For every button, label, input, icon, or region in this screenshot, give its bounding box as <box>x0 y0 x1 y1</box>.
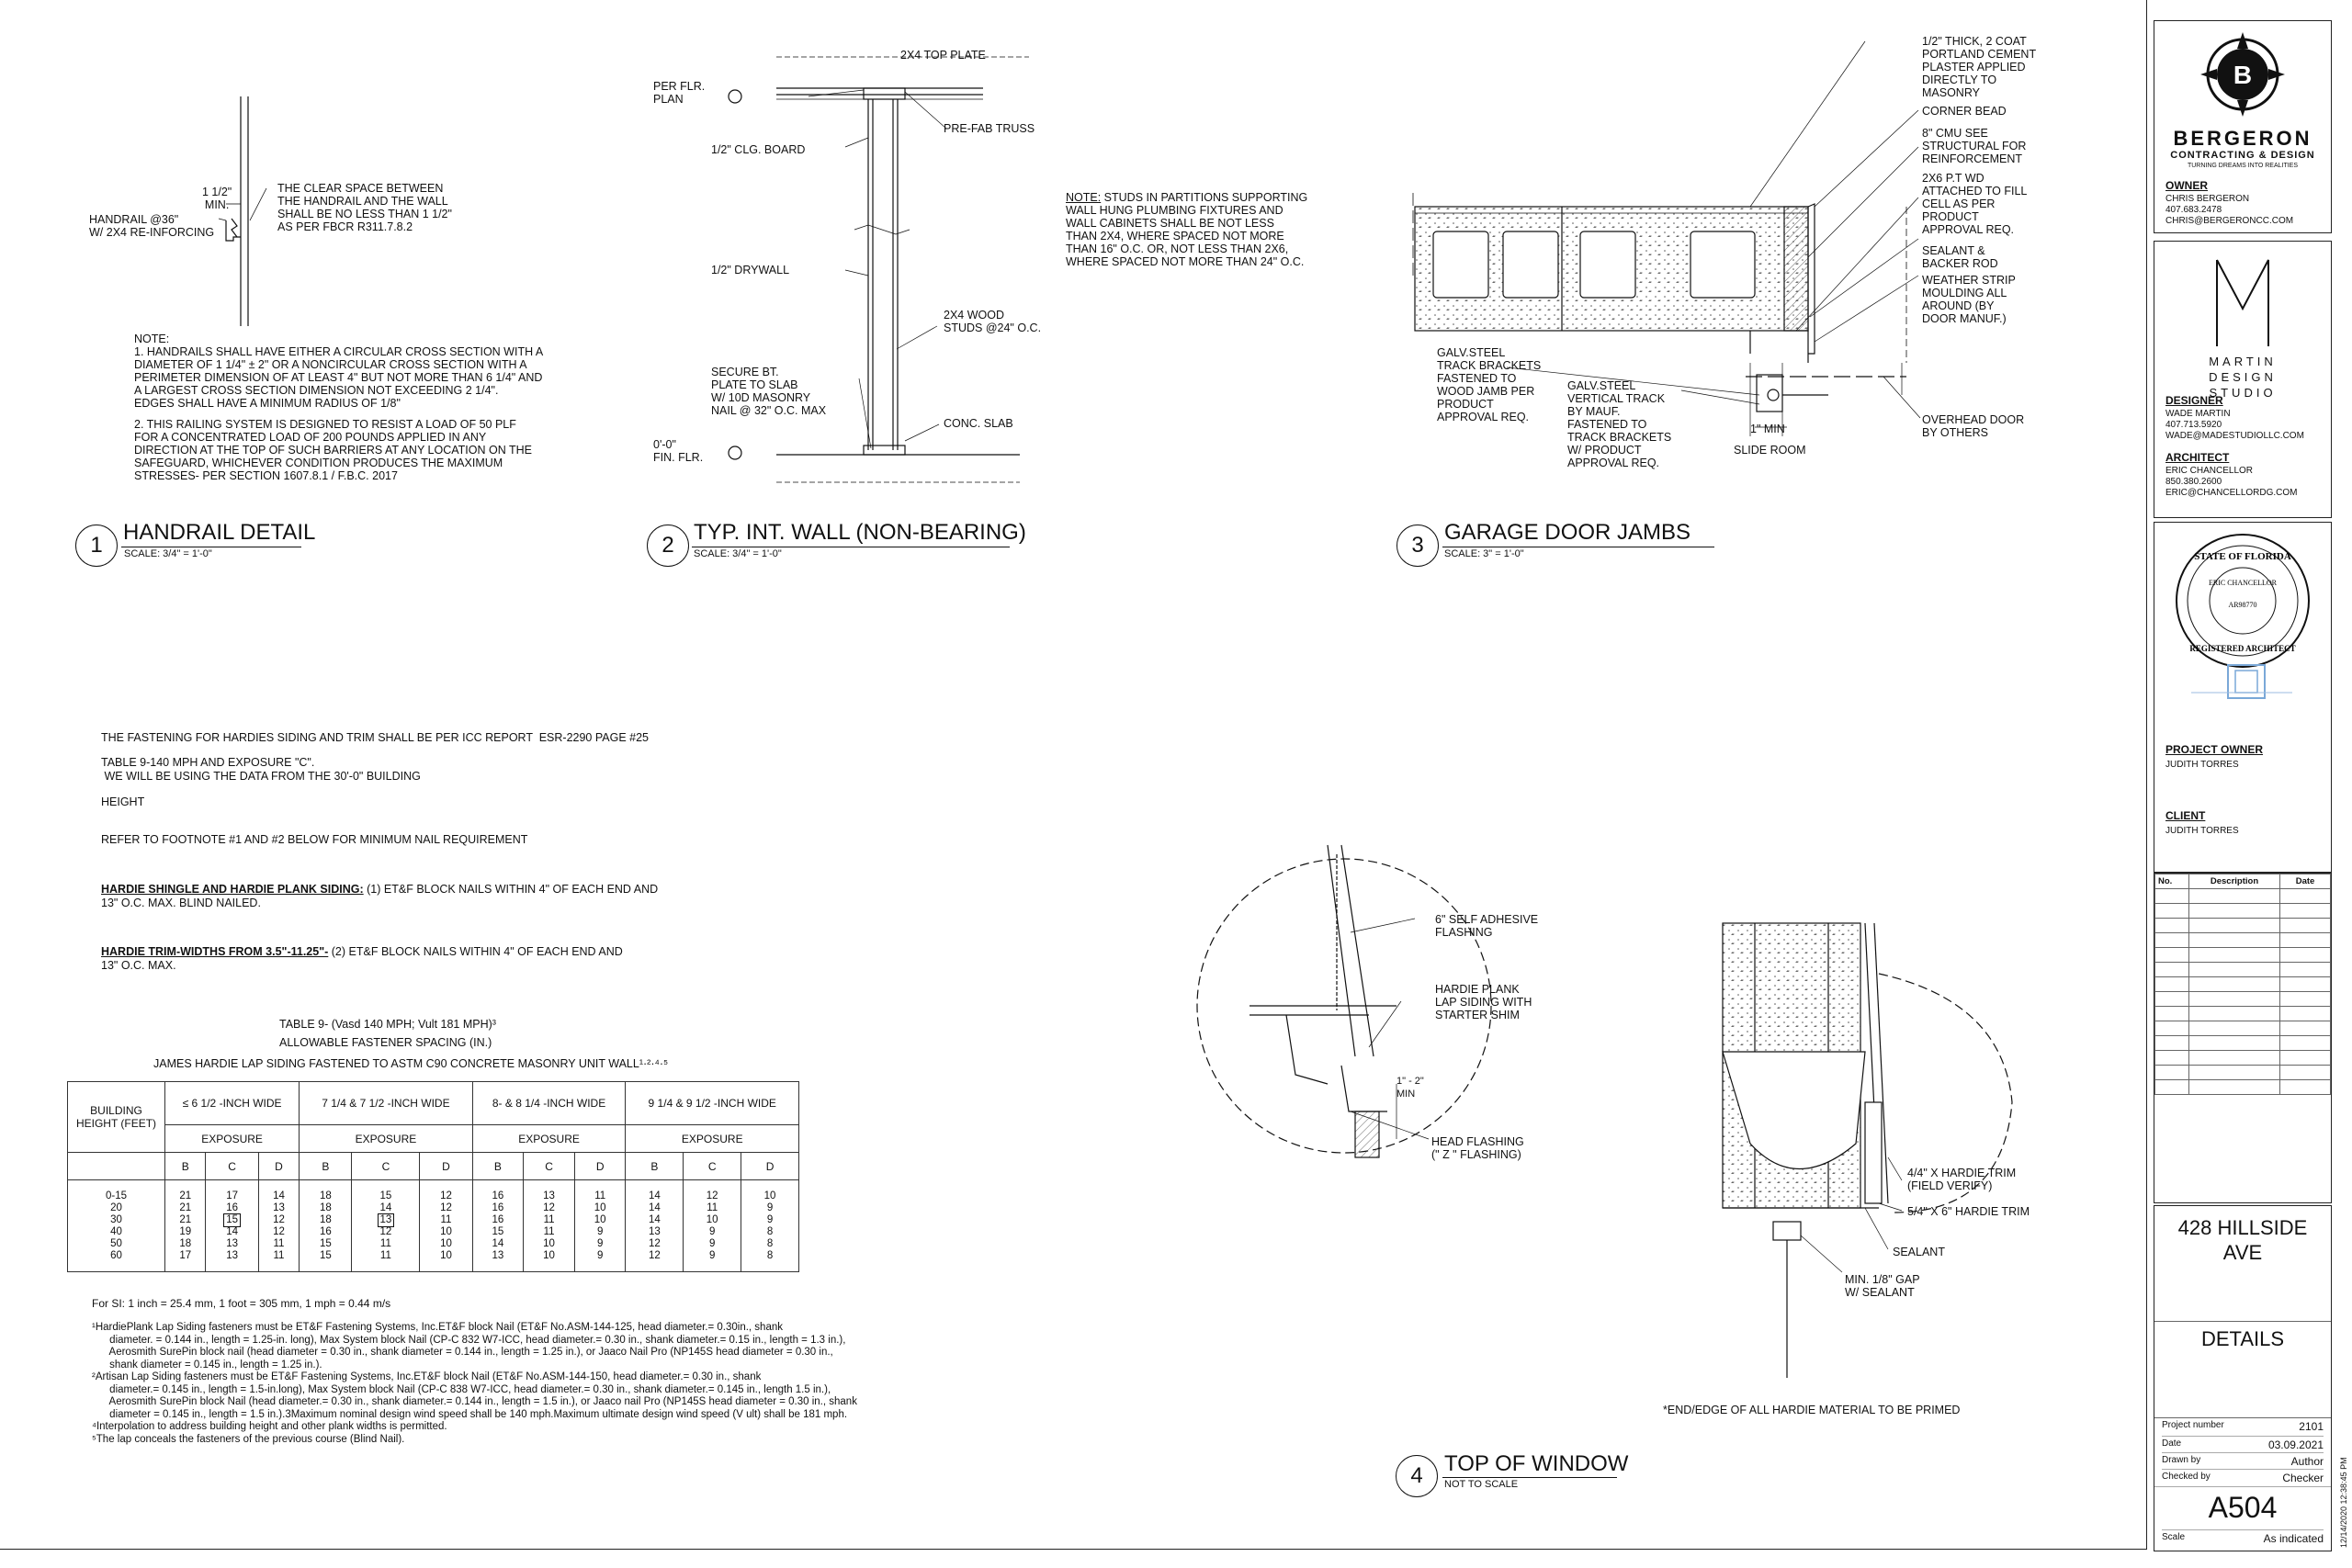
project-number-value: 2101 <box>2299 1420 2324 1433</box>
client-heading: CLIENT <box>2165 809 2206 822</box>
rev-cell <box>2155 919 2189 933</box>
value-column <box>684 1180 741 1272</box>
rev-cell <box>2155 904 2189 919</box>
garage-slide-room: SLIDE ROOM <box>1734 444 1806 457</box>
owner-heading: OWNER <box>2165 179 2208 192</box>
project-number-row <box>2162 1420 2324 1433</box>
spacing-value: 16 <box>319 1225 332 1237</box>
seal-block <box>2154 522 2332 873</box>
compass-logo-icon <box>2154 30 2331 122</box>
bergeron-letter: B <box>2233 61 2253 89</box>
rev-cell <box>2280 948 2331 963</box>
rev-cell <box>2189 977 2280 992</box>
shingle-text: (1) ET&F BLOCK NAILS WITHIN 4" OF EACH END AND 13" O.C. MAX. BLIND NAILED. <box>101 883 659 909</box>
handrail-rail-label: HANDRAIL @36" W/ 2X4 RE-INFORCING <box>89 213 215 239</box>
col-height-text: BUILDING HEIGHT (FEET) <box>75 1104 157 1130</box>
sub-col: C <box>352 1153 420 1180</box>
rev-cell <box>2189 1036 2280 1051</box>
spacing-value: 15 <box>379 1190 392 1201</box>
detail-number-2: 2 <box>647 525 689 567</box>
garage-sealant: SEALANT & BACKER ROD <box>1922 244 1998 270</box>
revision-block <box>2154 873 2332 1203</box>
spacing-value: 9 <box>596 1237 604 1249</box>
spacing-value: 11 <box>379 1249 391 1261</box>
scale-row <box>2162 1529 2324 1545</box>
height-value: 30 <box>110 1213 122 1225</box>
wall-note <box>1066 191 1307 268</box>
spacing-value: 9 <box>766 1213 774 1225</box>
spacing-value: 12 <box>273 1225 285 1237</box>
spacing-value: 14 <box>379 1201 392 1213</box>
scale-label: Scale <box>2162 1532 2186 1542</box>
spacing-value: 14 <box>648 1213 661 1225</box>
contractor-block <box>2154 20 2332 233</box>
rev-cell <box>2280 904 2331 919</box>
rev-cell <box>2280 992 2331 1007</box>
garage-ptwd: 2X6 P.T WD ATTACHED TO FILL CELL AS PER PRODUCT APPROVAL REQ. <box>1922 172 2028 236</box>
project-address: 428 HILLSIDE AVE <box>2177 1216 2308 1264</box>
spacing-value: 21 <box>179 1190 192 1201</box>
rev-cell <box>2189 933 2280 948</box>
spacing-value: 11 <box>273 1237 285 1249</box>
rev-col-date: Date <box>2280 874 2331 889</box>
sheet-info-block <box>2154 1205 2332 1551</box>
rev-cell <box>2280 963 2331 977</box>
table-title-1: TABLE 9- (Vasd 140 MPH; Vult 181 MPH)³ <box>279 1018 496 1031</box>
value-column <box>165 1180 206 1272</box>
exposure-header: EXPOSURE <box>626 1125 799 1153</box>
spacing-value: 8 <box>766 1237 774 1249</box>
trim-head: HARDIE TRIM-WIDTHS FROM 3.5"-11.25"- <box>101 945 329 958</box>
sub-col: D <box>420 1153 472 1180</box>
rev-cell <box>2155 977 2189 992</box>
wall-studs: 2X4 WOOD STUDS @24" O.C. <box>944 309 1042 334</box>
spacing-value: 21 <box>179 1213 192 1225</box>
exposure-header: EXPOSURE <box>300 1125 472 1153</box>
height-value: 40 <box>110 1225 122 1237</box>
revision-table <box>2154 874 2331 1095</box>
spacing-value: 12 <box>648 1249 661 1261</box>
spacing-value: 13 <box>226 1249 238 1261</box>
detail-title-text-3: GARAGE DOOR JAMBS <box>1444 520 1691 545</box>
si-conversion: For SI: 1 inch = 25.4 mm, 1 foot = 305 mm, 1 mph = 0.44 m/s <box>92 1297 391 1310</box>
col-width-4: 9 1/4 & 9 1/2 -INCH WIDE <box>626 1082 799 1125</box>
rev-cell <box>2280 1051 2331 1066</box>
spacing-value: 10 <box>440 1237 452 1249</box>
height-value: 60 <box>110 1249 122 1261</box>
spacing-value: 18 <box>319 1201 332 1213</box>
rev-cell <box>2280 1007 2331 1021</box>
spacing-value: 9 <box>708 1249 716 1261</box>
handrail-clear-space: THE CLEAR SPACE BETWEEN THE HANDRAIL AND THE WALL SHALL BE NO LESS THAN 1 1/2" AS PER FBCR R311.7.8.2 <box>277 182 452 233</box>
project-number-label: Project number <box>2162 1420 2224 1430</box>
rev-cell <box>2189 1051 2280 1066</box>
sub-col: D <box>574 1153 626 1180</box>
seal-top-text: STATE OF FLORIDA <box>2194 551 2291 562</box>
garage-track-brackets: GALV.STEEL TRACK BRACKETS FASTENED TO WOOD JAMB PER PRODUCT APPROVAL REQ. <box>1437 346 1542 423</box>
rev-cell <box>2155 1051 2189 1066</box>
value-column <box>258 1180 299 1272</box>
drawn-value: Author <box>2290 1455 2324 1468</box>
rev-col-no: No. <box>2155 874 2189 889</box>
value-column <box>420 1180 472 1272</box>
window-trim-2: 5/4" X 6" HARDIE TRIM <box>1907 1205 2030 1218</box>
value-column <box>472 1180 524 1272</box>
sheet-name: DETAILS <box>2200 1327 2285 1350</box>
spacing-value: 8 <box>766 1249 774 1261</box>
sub-col: C <box>524 1153 575 1180</box>
detail-title-rule-4 <box>1442 1477 1617 1478</box>
spacing-value: 12 <box>543 1201 555 1213</box>
sheet-divider-1 <box>2154 1321 2331 1322</box>
detail-scale-1: SCALE: 3/4" = 1'-0" <box>124 548 212 559</box>
garage-plaster: 1/2" THICK, 2 COAT PORTLAND CEMENT PLASTER APPLIED DIRECTLY TO MASONRY <box>1922 35 2037 99</box>
sub-col: D <box>741 1153 799 1180</box>
spacing-value: 12 <box>706 1190 718 1201</box>
garage-overhead: OVERHEAD DOOR BY OTHERS <box>1922 413 2025 439</box>
value-column <box>626 1180 684 1272</box>
fastening-line4: REFER TO FOOTNOTE #1 AND #2 BELOW FOR MINIMUM NAIL REQUIREMENT <box>101 833 528 846</box>
sub-col: D <box>258 1153 299 1180</box>
detail-scale-2: SCALE: 3/4" = 1'-0" <box>694 548 782 559</box>
window-sealant: SEALANT <box>1893 1246 1945 1258</box>
handrail-note-head: NOTE: <box>134 333 170 345</box>
spacing-value: 13 <box>543 1190 555 1201</box>
drawn-row <box>2162 1452 2324 1468</box>
detail-scale-4: NOT TO SCALE <box>1444 1479 1519 1490</box>
wall-note-text: STUDS IN PARTITIONS SUPPORTING WALL HUNG PLUMBING FIXTURES AND WALL CABINETS SHALL BE NOT LESS THAN 2X4, WHERE SPACED NOT MORE THAN 16" O.C. OR, NOT LESS THAN 2X6, WHERE SPACED NOT MORE THAN 24" O.C. <box>1066 191 1308 268</box>
client-info: JUDITH TORRES <box>2165 826 2239 836</box>
spacing-value: 13 <box>648 1225 661 1237</box>
spacing-value: 12 <box>273 1213 285 1225</box>
wall-top-plate: 2X4 TOP PLATE <box>900 49 986 62</box>
sub-col: B <box>300 1153 352 1180</box>
owner-info: CHRIS BERGERON 407.683.2478 CHRIS@BERGERONCC.COM <box>2165 194 2294 226</box>
spacing-value: 18 <box>179 1237 192 1249</box>
fastening-shingle <box>101 883 658 909</box>
col-width-2: 7 1/4 & 7 1/2 -INCH WIDE <box>300 1082 472 1125</box>
rev-cell <box>2280 1080 2331 1095</box>
bergeron-tag: TURNING DREAMS INTO REALITIES <box>2187 163 2299 169</box>
rev-cell <box>2155 963 2189 977</box>
col-width-3: 8- & 8 1/4 -INCH WIDE <box>472 1082 626 1125</box>
table-title-2: ALLOWABLE FASTENER SPACING (IN.) <box>279 1036 492 1049</box>
spacing-value: 14 <box>273 1190 285 1201</box>
window-head-flashing: HEAD FLASHING (" Z " FLASHING) <box>1431 1135 1524 1161</box>
exposure-header: EXPOSURE <box>165 1125 300 1153</box>
value-column <box>524 1180 575 1272</box>
spacing-value: 10 <box>594 1201 606 1213</box>
fastener-spacing-table <box>67 1081 799 1272</box>
value-column <box>352 1180 420 1272</box>
garage-weather: WEATHER STRIP MOULDING ALL AROUND (BY DOOR MANUF.) <box>1922 274 2016 325</box>
garage-cmu: 8" CMU SEE STRUCTURAL FOR REINFORCEMENT <box>1922 127 2027 165</box>
spacing-value: 13 <box>226 1237 238 1249</box>
footnotes: ¹HardiePlank Lap Siding fasteners must be ET&F Fastening Systems, Inc.ET&F block Nail (ET&F No.ASM-144-125, head diameter.= 0.30in., shank diameter. = 0.144 in., length = 1.25-in. long), Max System block Nail (CP-C 832 W7-ICC, head diameter.= 0.30 in., shank diameter.= 0.15 in., length = 1.3 in.), Aerosmith SurePin block nail (head diameter = 0.30 in., shank diameter = 0.144 in., length = 1.25 in.), or Jaaco Nail Pro (NP145S head diameter = 0.30 in., shank diameter = 0.145 in., length = 1.25 in.). ²Artisan Lap Siding fasteners must be ET&F Fastening Systems, Inc.ET&F block Nail (ET&F No.ASM-144-150, head diameter.= 0.30 in., shank diameter.= 0.145 in., length = 1.5-in.long), Max System block Nail (CP-C 838 W7-ICC, head diameter.= 0.30 in., shank diameter.= 0.145 in., length 1.5 in.), Aerosmith SurePin block Nail (head diameter.= 0.30 in., shank diameter.= 0.144 in., length = 1.5 in.), or Jaaco nail Pro (NP145S head diameter = 0.30 in., shank diameter = 0.145 in., length = 1.5 in.).3Maximum nominal design wind speed shall be 140 mph.Maximum ultimate design wind speed (V ult) shall be 181 mph. ⁴Interpolation to address building height and other plank widths is permitted. ⁵The lap conceals the fasteners of the previous course (Blind Nail). <box>92 1322 857 1445</box>
rev-cell <box>2189 919 2280 933</box>
date-label: Date <box>2162 1438 2182 1449</box>
rev-cell <box>2189 963 2280 977</box>
handrail-dim-label: 1 1/2" MIN. <box>202 186 232 211</box>
martin-letter: M <box>2242 295 2244 296</box>
spacing-value: 17 <box>226 1190 238 1201</box>
rev-col-desc: Description <box>2189 874 2280 889</box>
designer-info: WADE MARTIN 407.713.5920 WADE@MADESTUDIOLLC.COM <box>2165 409 2304 441</box>
rev-cell <box>2280 933 2331 948</box>
value-column <box>574 1180 626 1272</box>
wall-drywall: 1/2" DRYWALL <box>711 264 790 276</box>
martin-name: MARTIN DESIGN STUDIO <box>2209 355 2277 400</box>
rev-cell <box>2155 1021 2189 1036</box>
rev-cell <box>2280 889 2331 904</box>
spacing-value: 16 <box>492 1190 504 1201</box>
sub-col: B <box>165 1153 206 1180</box>
value-column <box>206 1180 258 1272</box>
spacing-value: 11 <box>273 1249 285 1261</box>
bergeron-sub: CONTRACTING & DESIGN <box>2170 150 2315 161</box>
sub-col: B <box>626 1153 684 1180</box>
spacing-value: 10 <box>594 1213 606 1225</box>
signature-stamp-icon <box>2154 656 2331 711</box>
fastening-line1: THE FASTENING FOR HARDIES SIDING AND TRIM SHALL BE PER ICC REPORT ESR-2290 PAGE #25 <box>101 731 649 744</box>
spacing-value: 9 <box>708 1225 716 1237</box>
spacing-value: 11 <box>594 1190 606 1201</box>
date-value: 03.09.2021 <box>2267 1438 2324 1451</box>
spacing-value: 18 <box>319 1190 332 1201</box>
project-owner-info: JUDITH TORRES <box>2165 760 2239 770</box>
fastening-trim <box>101 945 623 972</box>
window-flashing: 6" SELF ADHESIVE FLASHING <box>1435 913 1539 939</box>
spacing-value: 12 <box>440 1190 452 1201</box>
project-owner-heading: PROJECT OWNER <box>2165 743 2264 756</box>
architect-info: ERIC CHANCELLOR 850.380.2600 ERIC@CHANCELLORDG.COM <box>2165 466 2298 498</box>
spacing-value: 11 <box>440 1213 452 1225</box>
wall-note-label: NOTE: <box>1066 191 1102 204</box>
window-trim-1: 4/4" X HARDIE TRIM (FIELD VERIFY) <box>1907 1167 2017 1192</box>
spacing-value: 21 <box>179 1201 192 1213</box>
spacing-value: 9 <box>766 1201 774 1213</box>
window-min: 1" - 2" MIN <box>1396 1076 1424 1100</box>
checked-value: Checker <box>2282 1472 2324 1484</box>
rev-cell <box>2189 1021 2280 1036</box>
rev-cell <box>2155 933 2189 948</box>
spacing-value: 9 <box>708 1237 716 1249</box>
date-row <box>2162 1436 2324 1451</box>
rev-cell <box>2280 977 2331 992</box>
spacing-value: 17 <box>179 1249 192 1261</box>
spacing-value: 13 <box>379 1213 392 1225</box>
sheet-number: A504 <box>2154 1486 2331 1525</box>
spacing-value: 11 <box>543 1213 555 1225</box>
spacing-value: 10 <box>706 1213 718 1225</box>
handrail-note-2: 2. THIS RAILING SYSTEM IS DESIGNED TO RESIST A LOAD OF 50 PLF FOR A CONCENTRATED LOAD OF 200 POUNDS APPLIED IN ANY DIRECTION AT THE TOP OF SUCH BARRIERS AT ANY LOCATION ON THE SAFEGUARD, WHICHEVER CONDITION PRODUCES THE MAXIMUM STRESSES- PER SECTION 1607.8.1 / F.B.C. 2017 <box>134 418 532 482</box>
architect-heading: ARCHITECT <box>2165 451 2230 464</box>
table-title-3: JAMES HARDIE LAP SIDING FASTENED TO ASTM C90 CONCRETE MASONRY UNIT WALL¹·²·⁴·⁵ <box>153 1057 669 1070</box>
handrail-drawing <box>219 96 266 326</box>
detail-title-text-2: TYP. INT. WALL (NON-BEARING) <box>694 520 1026 545</box>
martin-logo-icon <box>2215 258 2270 350</box>
spacing-value: 14 <box>226 1225 238 1237</box>
designer-heading: DESIGNER <box>2165 394 2223 407</box>
spacing-value: 11 <box>707 1201 718 1213</box>
rev-cell <box>2189 948 2280 963</box>
rev-cell <box>2280 919 2331 933</box>
detail-number-1: 1 <box>75 525 118 567</box>
detail-scale-3: SCALE: 3" = 1'-0" <box>1444 548 1524 559</box>
height-value: 20 <box>110 1201 122 1213</box>
rev-cell <box>2189 1007 2280 1021</box>
wall-fin-flr: 0'-0" FIN. FLR. <box>653 438 704 464</box>
spacing-value: 14 <box>648 1201 661 1213</box>
scale-value: As indicated <box>2263 1532 2324 1545</box>
sheet-divider-2 <box>2154 1417 2331 1418</box>
spacing-value: 12 <box>440 1201 452 1213</box>
rev-cell <box>2189 992 2280 1007</box>
height-value: 50 <box>110 1237 122 1249</box>
spacing-value: 10 <box>543 1237 555 1249</box>
spacing-value: 13 <box>492 1249 504 1261</box>
spacing-value: 16 <box>226 1201 238 1213</box>
seal-number-text: AR98770 <box>2228 601 2257 609</box>
handrail-note-1: 1. HANDRAILS SHALL HAVE EITHER A CIRCULAR CROSS SECTION WITH A DIAMETER OF 1 1/4" ± 2" OR A NONCIRCULAR CROSS SECTION WITH A PERIMETER DIMENSION OF AT LEAST 4" BUT NOT MORE THAN 6 1/4" AND A LARGEST CROSS SECTION DIMENSION NOT EXCEEDING 2 1/4". EDGES SHALL HAVE A MINIMUM RADIUS OF 1/8" <box>134 345 544 410</box>
bergeron-name: BERGERON <box>2173 127 2312 150</box>
rev-cell <box>2189 904 2280 919</box>
spacing-value: 14 <box>492 1237 504 1249</box>
spacing-value: 11 <box>379 1237 391 1249</box>
rev-cell <box>2155 948 2189 963</box>
wall-slab: CONC. SLAB <box>944 417 1013 430</box>
spacing-value: 18 <box>319 1213 332 1225</box>
sub-col: B <box>472 1153 524 1180</box>
seal-bottom-text: REGISTERED ARCHITECT <box>2189 644 2296 653</box>
spacing-value: 12 <box>379 1225 392 1237</box>
sub-col: C <box>684 1153 741 1180</box>
exposure-header: EXPOSURE <box>472 1125 626 1153</box>
fastening-line2: TABLE 9-140 MPH AND EXPOSURE "C". WE WILL BE USING THE DATA FROM THE 30'-0" BUILDING <box>101 756 421 783</box>
garage-corner-bead: CORNER BEAD <box>1922 105 2007 118</box>
rev-cell <box>2189 1066 2280 1080</box>
value-column <box>300 1180 352 1272</box>
garage-vertical-track: GALV.STEEL VERTICAL TRACK BY MAUF. FASTENED TO TRACK BRACKETS W/ PRODUCT APPROVAL REQ. <box>1567 379 1672 469</box>
spacing-value: 8 <box>766 1225 774 1237</box>
rev-cell <box>2155 1080 2189 1095</box>
detail-number-3: 3 <box>1396 525 1439 567</box>
fastening-line3: HEIGHT <box>101 795 145 808</box>
window-plank: HARDIE PLANK LAP SIDING WITH STARTER SHIM <box>1435 983 1532 1021</box>
spacing-value: 9 <box>596 1225 604 1237</box>
spacing-value: 10 <box>543 1249 555 1261</box>
seal-name-text: ERIC CHANCELLOR <box>2209 579 2277 587</box>
spacing-value: 11 <box>543 1225 555 1237</box>
height-value: 0-15 <box>105 1190 128 1201</box>
detail-number-4: 4 <box>1396 1455 1438 1497</box>
height-column <box>68 1180 165 1272</box>
spacing-value: 15 <box>492 1225 504 1237</box>
designer-block <box>2154 241 2332 518</box>
rev-cell <box>2280 1036 2331 1051</box>
spacing-value: 15 <box>319 1249 332 1261</box>
window-primed: *END/EDGE OF ALL HARDIE MATERIAL TO BE PRIMED <box>1663 1404 1961 1416</box>
rev-cell <box>2155 992 2189 1007</box>
print-timestamp: 12/14/2020 12:38:45 PM <box>2339 1457 2348 1548</box>
wall-secure: SECURE BT. PLATE TO SLAB W/ 10D MASONRY NAIL @ 32" O.C. MAX <box>711 366 827 417</box>
checked-label: Checked by <box>2162 1472 2211 1482</box>
rev-cell <box>2189 889 2280 904</box>
rev-cell <box>2280 1021 2331 1036</box>
trim-text: (2) ET&F BLOCK NAILS WITHIN 4" OF EACH END AND 13" O.C. MAX. <box>101 945 623 972</box>
sub-col: C <box>206 1153 258 1180</box>
detail-title-text-4: TOP OF WINDOW <box>1444 1451 1629 1476</box>
spacing-value: 15 <box>319 1237 332 1249</box>
wall-truss: PRE-FAB TRUSS <box>944 122 1035 135</box>
col-height-header <box>68 1082 165 1153</box>
spacing-value: 16 <box>492 1201 504 1213</box>
spacing-value: 10 <box>440 1249 452 1261</box>
rev-cell <box>2155 1066 2189 1080</box>
spacing-value: 9 <box>596 1249 604 1261</box>
spacing-value: 19 <box>179 1225 192 1237</box>
value-column <box>741 1180 799 1272</box>
col-width-1: ≤ 6 1/2 -INCH WIDE <box>165 1082 300 1125</box>
spacing-value: 14 <box>648 1190 661 1201</box>
garage-min: 1" MIN <box>1750 423 1785 435</box>
rev-cell <box>2280 1066 2331 1080</box>
shingle-head: HARDIE SHINGLE AND HARDIE PLANK SIDING: <box>101 883 364 896</box>
blank-cell <box>68 1153 165 1180</box>
spacing-value: 15 <box>226 1213 238 1225</box>
window-gap: MIN. 1/8" GAP W/ SEALANT <box>1845 1273 1920 1299</box>
spacing-value: 10 <box>763 1190 776 1201</box>
checked-row <box>2162 1469 2324 1484</box>
spacing-value: 16 <box>492 1213 504 1225</box>
wall-clg-board: 1/2" CLG. BOARD <box>711 143 806 156</box>
spacing-value: 13 <box>273 1201 285 1213</box>
drawn-label: Drawn by <box>2162 1455 2201 1465</box>
detail-title-text-1: HANDRAIL DETAIL <box>123 520 316 545</box>
spacing-value: 12 <box>648 1237 661 1249</box>
rev-cell <box>2155 1007 2189 1021</box>
wall-per-flr: PER FLR. PLAN <box>653 80 706 106</box>
rev-cell <box>2155 1036 2189 1051</box>
rev-cell <box>2189 1080 2280 1095</box>
rev-cell <box>2155 889 2189 904</box>
spacing-value: 10 <box>440 1225 452 1237</box>
